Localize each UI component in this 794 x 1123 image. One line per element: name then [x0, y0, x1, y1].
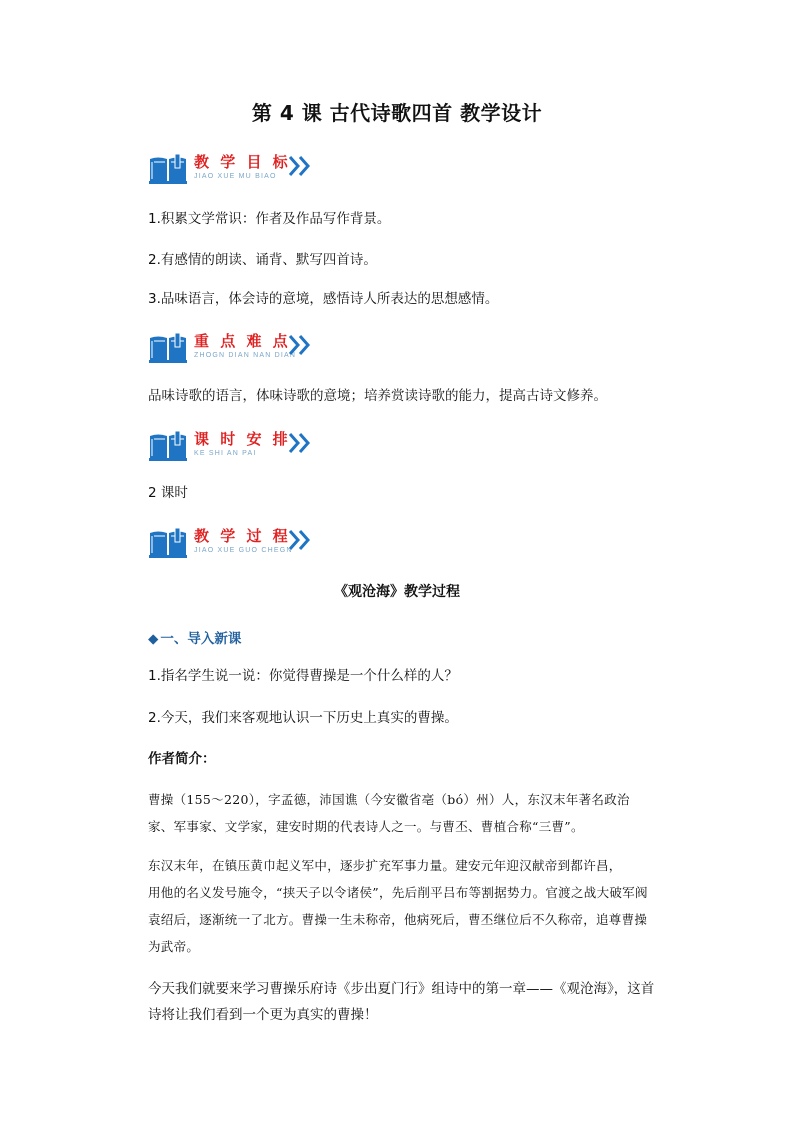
section-title: 课 时 安 排: [194, 430, 291, 448]
page-title: 第 4 课 古代诗歌四首 教学设计: [251, 101, 543, 125]
open-book-icon: [148, 332, 188, 364]
open-book-icon: [148, 430, 188, 462]
lesson-process-heading: 《观沧海》教学过程: [334, 584, 460, 600]
double-chevron-right-icon: [288, 432, 312, 454]
double-chevron-right-icon: [288, 334, 312, 356]
section-header-objectives: [148, 153, 348, 189]
section-pinyin: JIAO XUE GUO CHEGN: [194, 547, 293, 554]
sub-heading-text: 一、导入新课: [160, 631, 242, 647]
section-pinyin: ZHOGN DIAN NAN DIAN: [194, 352, 297, 359]
author-line: 家、军事家、文学家，建安时期的代表诗人之一。与曹丕、曹植合称“三曹”。: [148, 819, 584, 834]
author-line: 曹操（155～220），字孟德，沛国谯（今安徽省亳（bó）州）人，东汉末年著名政治: [148, 792, 630, 807]
open-book-icon: [148, 153, 188, 185]
open-book-icon: [148, 527, 188, 559]
section-title: 重 点 难 点: [194, 332, 291, 350]
diamond-bullet-icon: ◆: [148, 631, 159, 647]
key-points-text: 品味诗歌的语言，体味诗歌的意境；培养赏读诗歌的能力，提高古诗文修养。: [148, 388, 607, 404]
closing-line: 诗将让我们看到一个更为真实的曹操！: [148, 1007, 378, 1023]
section-header-process: [148, 527, 348, 563]
schedule-text: 2 课时: [148, 485, 188, 501]
author-line: 为武帝。: [148, 939, 200, 954]
section-header-key-points: [148, 332, 348, 368]
author-label: 作者简介：: [148, 751, 216, 767]
author-line: 袁绍后，逐渐统一了北方。曹操一生未称帝，他病死后，曹丕继位后不久称帝，追尊曹操: [148, 912, 648, 927]
author-line: 用他的名义发号施令，“挟天子以令诸侯”，先后削平吕布等割据势力。官渡之战大破军阀: [148, 885, 648, 900]
sub-heading: [148, 627, 241, 647]
section-header-schedule: [148, 430, 348, 466]
step-2: 2.今天，我们来客观地认识一下历史上真实的曹操。: [148, 710, 458, 726]
double-chevron-right-icon: [288, 529, 312, 551]
section-title: 教 学 过 程: [194, 527, 291, 545]
objective-3: 3.品味语言，体会诗的意境，感悟诗人所表达的思想感情。: [148, 291, 499, 307]
objective-1: 1.积累文学常识：作者及作品写作背景。: [148, 211, 391, 227]
author-line: 东汉末年，在镇压黄巾起义军中，逐步扩充军事力量。建安元年迎汉献帝到都许昌，: [148, 858, 622, 873]
objective-2: 2.有感情的朗读、诵背、默写四首诗。: [148, 252, 377, 268]
section-title: 教 学 目 标: [194, 153, 291, 171]
double-chevron-right-icon: [288, 155, 312, 177]
section-pinyin: JIAO XUE MU BIAO: [194, 173, 277, 180]
section-pinyin: KE SHI AN PAI: [194, 450, 257, 457]
closing-line: 今天我们就要来学习曹操乐府诗《步出夏门行》组诗中的第一章——《观沧海》，这首: [148, 981, 655, 997]
step-1: 1.指名学生说一说：你觉得曹操是一个什么样的人？: [148, 668, 458, 684]
